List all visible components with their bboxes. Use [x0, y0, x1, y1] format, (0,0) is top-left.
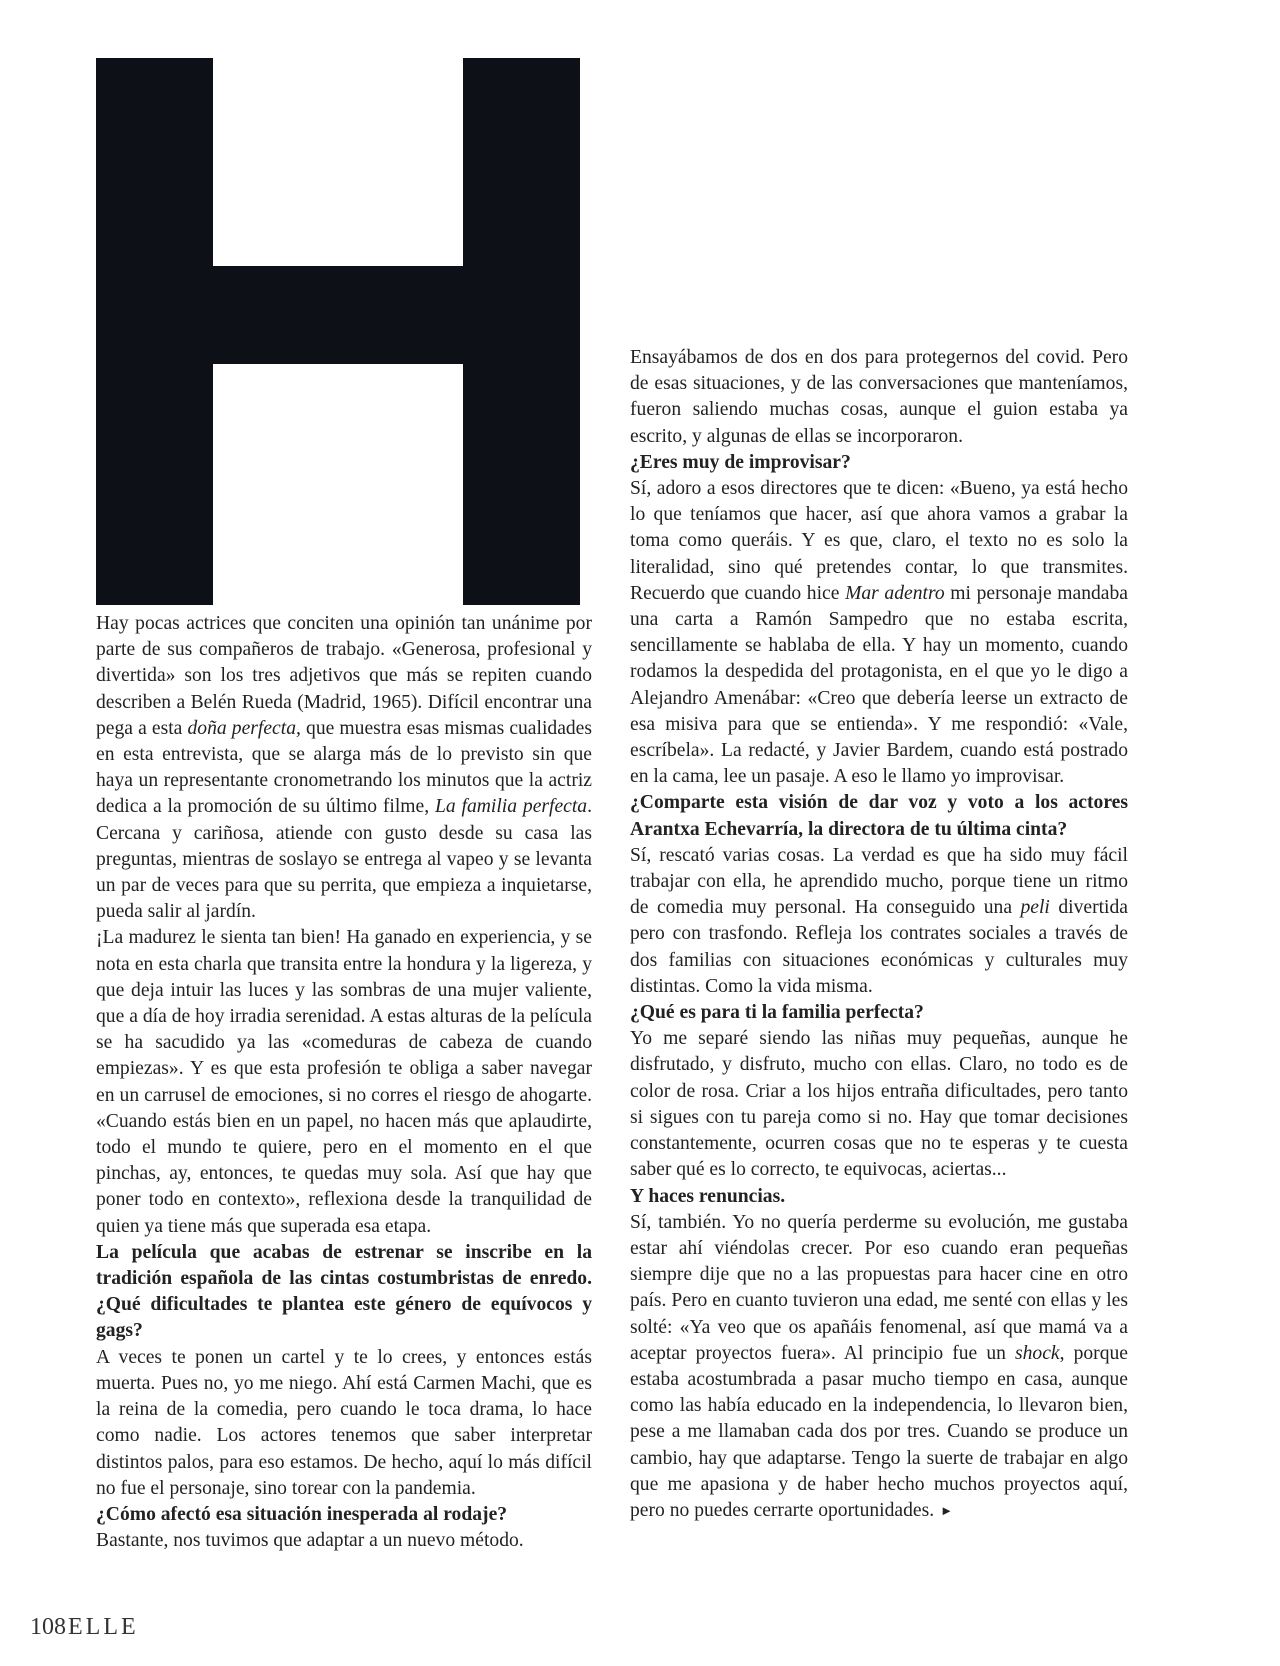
text-segment: Sí, rescató varias cosas. La verdad es que ha sido muy fácil trabajar con ella, he aprendido mucho, porque tiene un ritmo de comedia muy personal. Ha conseguido una — [630, 844, 1128, 919]
text-segment: , porque estaba acostumbrada a pasar mucho tiempo en casa, aunque como las había educado en la independencia, lo llevaron bien, pese a me llamaban cada dos por tres. Cuando se produce un cambio, hay que adaptarse. Tengo la suerte de trabajar en algo que me apasiona y de haber hecho muchos proyectos aquí, pero no puedes cerrarte oportunidades. — [630, 1342, 1128, 1521]
text-segment: Sí, adoro a esos directores que te dicen: «Bueno, ya está hecho lo que teníamos que hacer, así que ahora vamos a grabar la toma como queráis. Y es que, claro, el texto no es solo la literalidad, sino qué pretendes contar, lo que transmites. Recuerdo que cuando hice — [630, 478, 1128, 604]
text-segment: Hay pocas actrices que conciten una opinión tan unánime por parte de sus compañeros de trabajo. «Generosa, profesional y divertida» son los tres adjetivos que más se repiten cuando describen a Belén Rueda (Madrid, 1965). Difícil encontrar una pega a esta — [96, 613, 592, 739]
interview-question — [630, 1000, 1128, 1026]
text-segment: mi personaje mandaba una carta a Ramón Sampedro que no estaba escrita, sencillamente se hablaba de ella. Y hay un momento, cuando rodamos la despedida del protagonista, en el que yo le digo a Alejandro Amenábar: «Creo que debería leerse un extracto de esa misiva para que se entienda». Y me respondió: «Vale, escríbela». La redacté, y Javier Bardem, cuando está postrado en la cama, lee un pasaje. A eso le llamo yo improvisar. — [630, 582, 1128, 788]
article-paragraph — [96, 925, 592, 1239]
interview-question — [630, 790, 1128, 842]
article-paragraph — [630, 843, 1128, 1000]
text-segment: Sí, también. Yo no quería perderme su evolución, me gustaba estar ahí viéndolas crecer. Por eso cuando eran pequeñas siempre dije que no a las propuestas para hacer cine en otro país. Pero en cuanto tuvieron una edad, me senté con ellas y les solté: «Ya veo que os apañáis fenomenal, así que mamá va a aceptar proyectos fuera». Al principio fue un — [630, 1211, 1128, 1364]
text-segment: Y haces renuncias. — [630, 1185, 786, 1207]
italic-title: doña perfecta, — [187, 717, 301, 739]
magazine-logo: ELLE — [68, 1614, 139, 1640]
italic-title: peli — [1020, 897, 1050, 919]
text-segment: que muestra esas mismas cualidades en esta entrevista, que se alarga más de lo previsto sin que haya un representante cronometrando los minutos que la actriz dedica a la promoción de su último filme, — [96, 717, 593, 818]
article-paragraph — [96, 1528, 592, 1554]
article-paragraph — [96, 611, 592, 925]
page-number: 108 — [30, 1614, 66, 1640]
end-of-article-arrow-icon: ► — [940, 1502, 953, 1518]
interview-question — [630, 1184, 1128, 1210]
text-segment: Bastante, nos tuvimos que adaptar a un nuevo método. — [96, 1530, 524, 1552]
text-segment: ¿Cómo afectó esa situación inesperada al rodaje? — [96, 1503, 508, 1525]
text-segment: Ensayábamos de dos en dos para protegernos del covid. Pero de esas situaciones, y de las conversaciones que manteníamos, fueron saliendo muchas cosas, aunque el guion estaba ya escrito, y algunas de ellas se incorporaron. — [630, 347, 1128, 447]
text-segment: ¿Comparte esta visión de dar voz y voto a los actores Arantxa Echevarría, la directora de tu última cinta? — [630, 792, 1128, 840]
text-segment: divertida pero con trasfondo. Refleja los contrates sociales a través de dos familias con situaciones económicas y culturales muy distintas. Como la vida misma. — [630, 897, 1128, 997]
text-segment: La película que acabas de estrenar se inscribe en la tradición española de las cintas costumbristas de enredo. ¿Qué dificultades te plantea este género de equívocos y gags? — [96, 1241, 592, 1342]
text-segment: A veces te ponen un cartel y te lo crees, y entonces estás muerta. Pues no, yo me niego. Ahí está Carmen Machi, que es la reina de la comedia, pero cuando le toca drama, lo hace como nadie. Los actores tenemos que saber interpretar distintos palos, para eso estamos. De hecho, aquí lo más difícil no fue el personaje, sino torear con la pandemia. — [96, 1346, 592, 1499]
interview-question — [96, 1502, 592, 1528]
text-segment: ¡La madurez le sienta tan bien! Ha ganado en experiencia, y se nota en esta charla que transita entre la hondura y la ligereza, y que deja intuir las luces y las sombras de una mujer valiente, que a día de hoy irradia serenidad. A estas alturas de la película se ha sacudido ya las «comeduras de cabeza de cuando empiezas». Y es que esta profesión te obliga a saber navegar en un carrusel de emociones, si no corres el riesgo de ahogarte. «Cuando estás bien en un papel, no hacen más que aplaudirte, todo el mundo te quiere, pero en el momento en el que pinchas, ay, entonces, te quedas muy sola. Así que hay que poner todo en contexto», reflexiona desde la tranquilidad de quien ya tiene más que superada esa etapa. — [96, 927, 592, 1237]
text-segment: . Cercana y cariñosa, atiende con gusto desde su casa las preguntas, mientras de soslayo se entrega al vapeo y se levanta un par de veces para que su perrita, que empieza a inquietarse, pueda salir al jardín. — [96, 796, 592, 923]
page-footer — [30, 1614, 139, 1641]
italic-title: Mar adentro — [845, 582, 945, 604]
article-paragraph — [630, 476, 1128, 790]
drop-cap-h-shape — [96, 58, 580, 605]
text-segment: Yo me separé siendo las niñas muy pequeñas, aunque he disfrutado, y disfruto, mucho con ellas. Claro, no todo es de color de rosa. Criar a los hijos entraña dificultades, pero tanto si sigues con tu pareja como si no. Hay que tomar decisiones constantemente, ocurren cosas que no te esperas y te cuesta saber qué es lo correcto, te equivocas, aciertas... — [630, 1028, 1128, 1181]
text-segment: ¿Eres muy de improvisar? — [630, 451, 851, 473]
article-paragraph — [96, 1345, 592, 1502]
article-paragraph — [630, 1026, 1128, 1183]
interview-question — [630, 450, 1128, 476]
interview-question — [96, 1240, 592, 1345]
italic-title: shock — [1014, 1342, 1060, 1364]
italic-title: La familia perfecta — [434, 796, 588, 818]
text-segment: ¿Qué es para ti la familia perfecta? — [630, 1002, 924, 1024]
article-paragraph — [630, 1210, 1128, 1524]
article-column-right — [630, 345, 1128, 1524]
article-paragraph — [630, 345, 1128, 450]
drop-cap-letter — [96, 58, 580, 605]
article-column-left — [96, 611, 592, 1554]
